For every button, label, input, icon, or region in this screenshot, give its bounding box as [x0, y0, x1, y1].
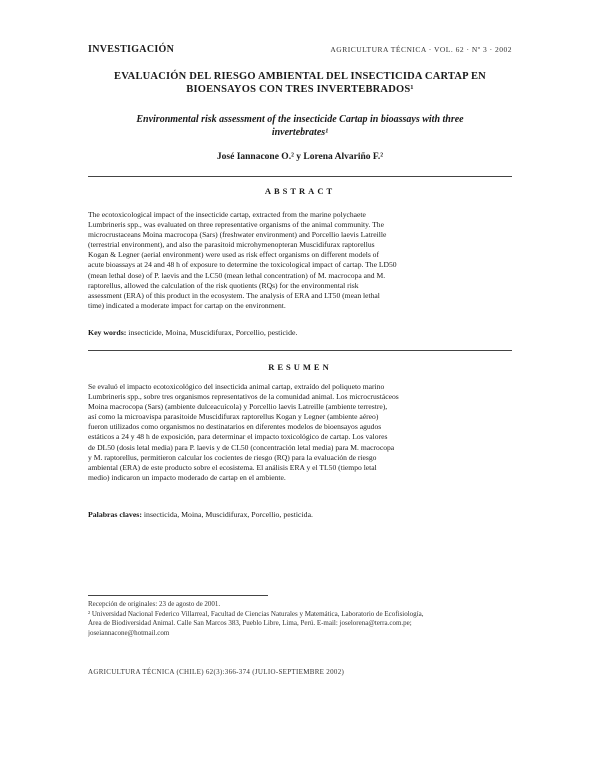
abstract-line: Kogan & Legner (aerial environment) were used as risk effect organisms on different models of — [88, 250, 379, 260]
footnote-line: Área de Biodiversidad Animal. Calle San Marcos 383, Pueblo Libre, Lima, Perú. E-mail: joselorena@terra.com.pe; — [88, 619, 412, 627]
divider — [88, 176, 512, 177]
keywords-label: Key words: — [88, 328, 127, 337]
resumen-body — [88, 382, 512, 483]
resumen-line: Lumbrineris spp., sobre tres organismos representativos de la comunidad animal. Los microcrustáceos — [88, 392, 399, 402]
footnote-line: Recepción de originales: 23 de agosto de 2001. — [88, 600, 221, 608]
abstract-line: The ecotoxicological impact of the insecticide cartap, extracted from the marine polychaete — [88, 210, 366, 219]
abstract-line: time) indicated a moderate impact for cartap on the environment. — [88, 300, 286, 310]
footnote-divider — [88, 595, 268, 596]
footnote-line: joseiannacone@hotmail.com — [88, 628, 170, 637]
title-english: Environmental risk assessment of the insecticide Cartap in bioassays with three invertebrates¹ — [136, 114, 464, 138]
resumen-line: de DL50 (dosis letal media) para P. laevis y de CL50 (concentración letal media) para M. macrocopa — [88, 442, 395, 452]
resumen-line: medio) indicaron un impacto moderado de cartap en el ambiente. — [88, 472, 286, 482]
resumen-line: Moina macrocopa (Sars) (ambiente dulceacuícola) y Porcellio laevis Latreille (ambiente terrestre), — [88, 402, 388, 412]
abstract-line: (terrestrial environment), and also the parasitoid microhymenopteran Muscidifurax raptorellus — [88, 240, 375, 250]
resumen-line: Se evaluó el impacto ecotoxicológico del insecticida animal cartap, extraído del poliqueto marino — [88, 382, 385, 391]
title-spanish: EVALUACIÓN DEL RIESGO AMBIENTAL DEL INSECTICIDA CARTAP EN BIOENSAYOS CON TRES INVERTEBRADOS¹ — [114, 71, 486, 95]
keywords-text: insecticida, Moina, Muscidifurax, Porcellio, pesticida. — [143, 510, 313, 519]
section-label: INVESTIGACIÓN — [88, 44, 175, 55]
journal-header: AGRICULTURA TÉCNICA · VOL. 62 · Nº 3 · 2002 — [330, 45, 512, 54]
abstract-line: microcrustaceans Moina macrocopa (Sars) (freshwater environment) and Porcellio laevis Latreille — [88, 230, 387, 240]
keywords-text: insecticide, Moina, Muscidifurax, Porcellio, pesticide. — [128, 328, 298, 337]
abstract-heading: ABSTRACT — [264, 186, 336, 196]
footnote-line: ² Universidad Nacional Federico Villarreal, Facultad de Ciencias Naturales y Matemática, Laboratorio de Ecofisiología, — [88, 609, 424, 618]
citation-footer: AGRICULTURA TÉCNICA (CHILE) 62(3):366-374 (JULIO-SEPTIEMBRE 2002) — [88, 668, 345, 676]
authors: José Iannacone O.² y Lorena Alvariño F.² — [216, 152, 384, 162]
abstract-line: raptorellus, allowed the calculation of the risk quotients (RQs) for the environmental risk — [88, 280, 359, 290]
resumen-line: y M. raptorellus, permitieron calcular los cocientes de riesgo (RQ) para la evaluación de riesgo — [88, 452, 377, 462]
resumen-line: ambiental (ERA) de este producto sobre el ecosistema. El análisis ERA y el TL50 (tiempo letal — [88, 462, 377, 472]
abstract-body — [88, 210, 512, 311]
abstract-line: assessment (ERA) of this product in the ecosystem. The analysis of ERA and LT50 (mean lethal — [88, 290, 380, 300]
abstract-keywords — [88, 328, 512, 337]
abstract-line: Lumbrineris spp., was evaluated on three representative organisms of the animal community. The — [88, 220, 384, 230]
abstract-line: acute bioassays at 24 and 48 h of exposure to determine the toxicological impact of cartap. The LD50 — [88, 260, 397, 270]
abstract-line: (mean lethal dose) of P. laevis and the LC50 (mean lethal concentration) of M. macrocopa and M. — [88, 270, 386, 280]
resumen-line: estáticos a 24 y 48 h de exposición, para determinar el impacto toxicológico de cartap. Los valores — [88, 432, 388, 442]
keywords-label: Palabras claves: — [88, 510, 142, 519]
resumen-heading: RESUMEN — [268, 362, 332, 372]
resumen-line: fueron utilizados como organismos no destinatarios en diferentes modelos de bioensayos agudos — [88, 422, 382, 432]
divider — [88, 350, 512, 351]
footnotes — [88, 600, 518, 638]
resumen-line: así como la microavispa parasitoide Muscidifurax raptorellus Kogan y Legner (ambiente aéreo) — [88, 412, 379, 422]
resumen-keywords — [88, 510, 512, 519]
